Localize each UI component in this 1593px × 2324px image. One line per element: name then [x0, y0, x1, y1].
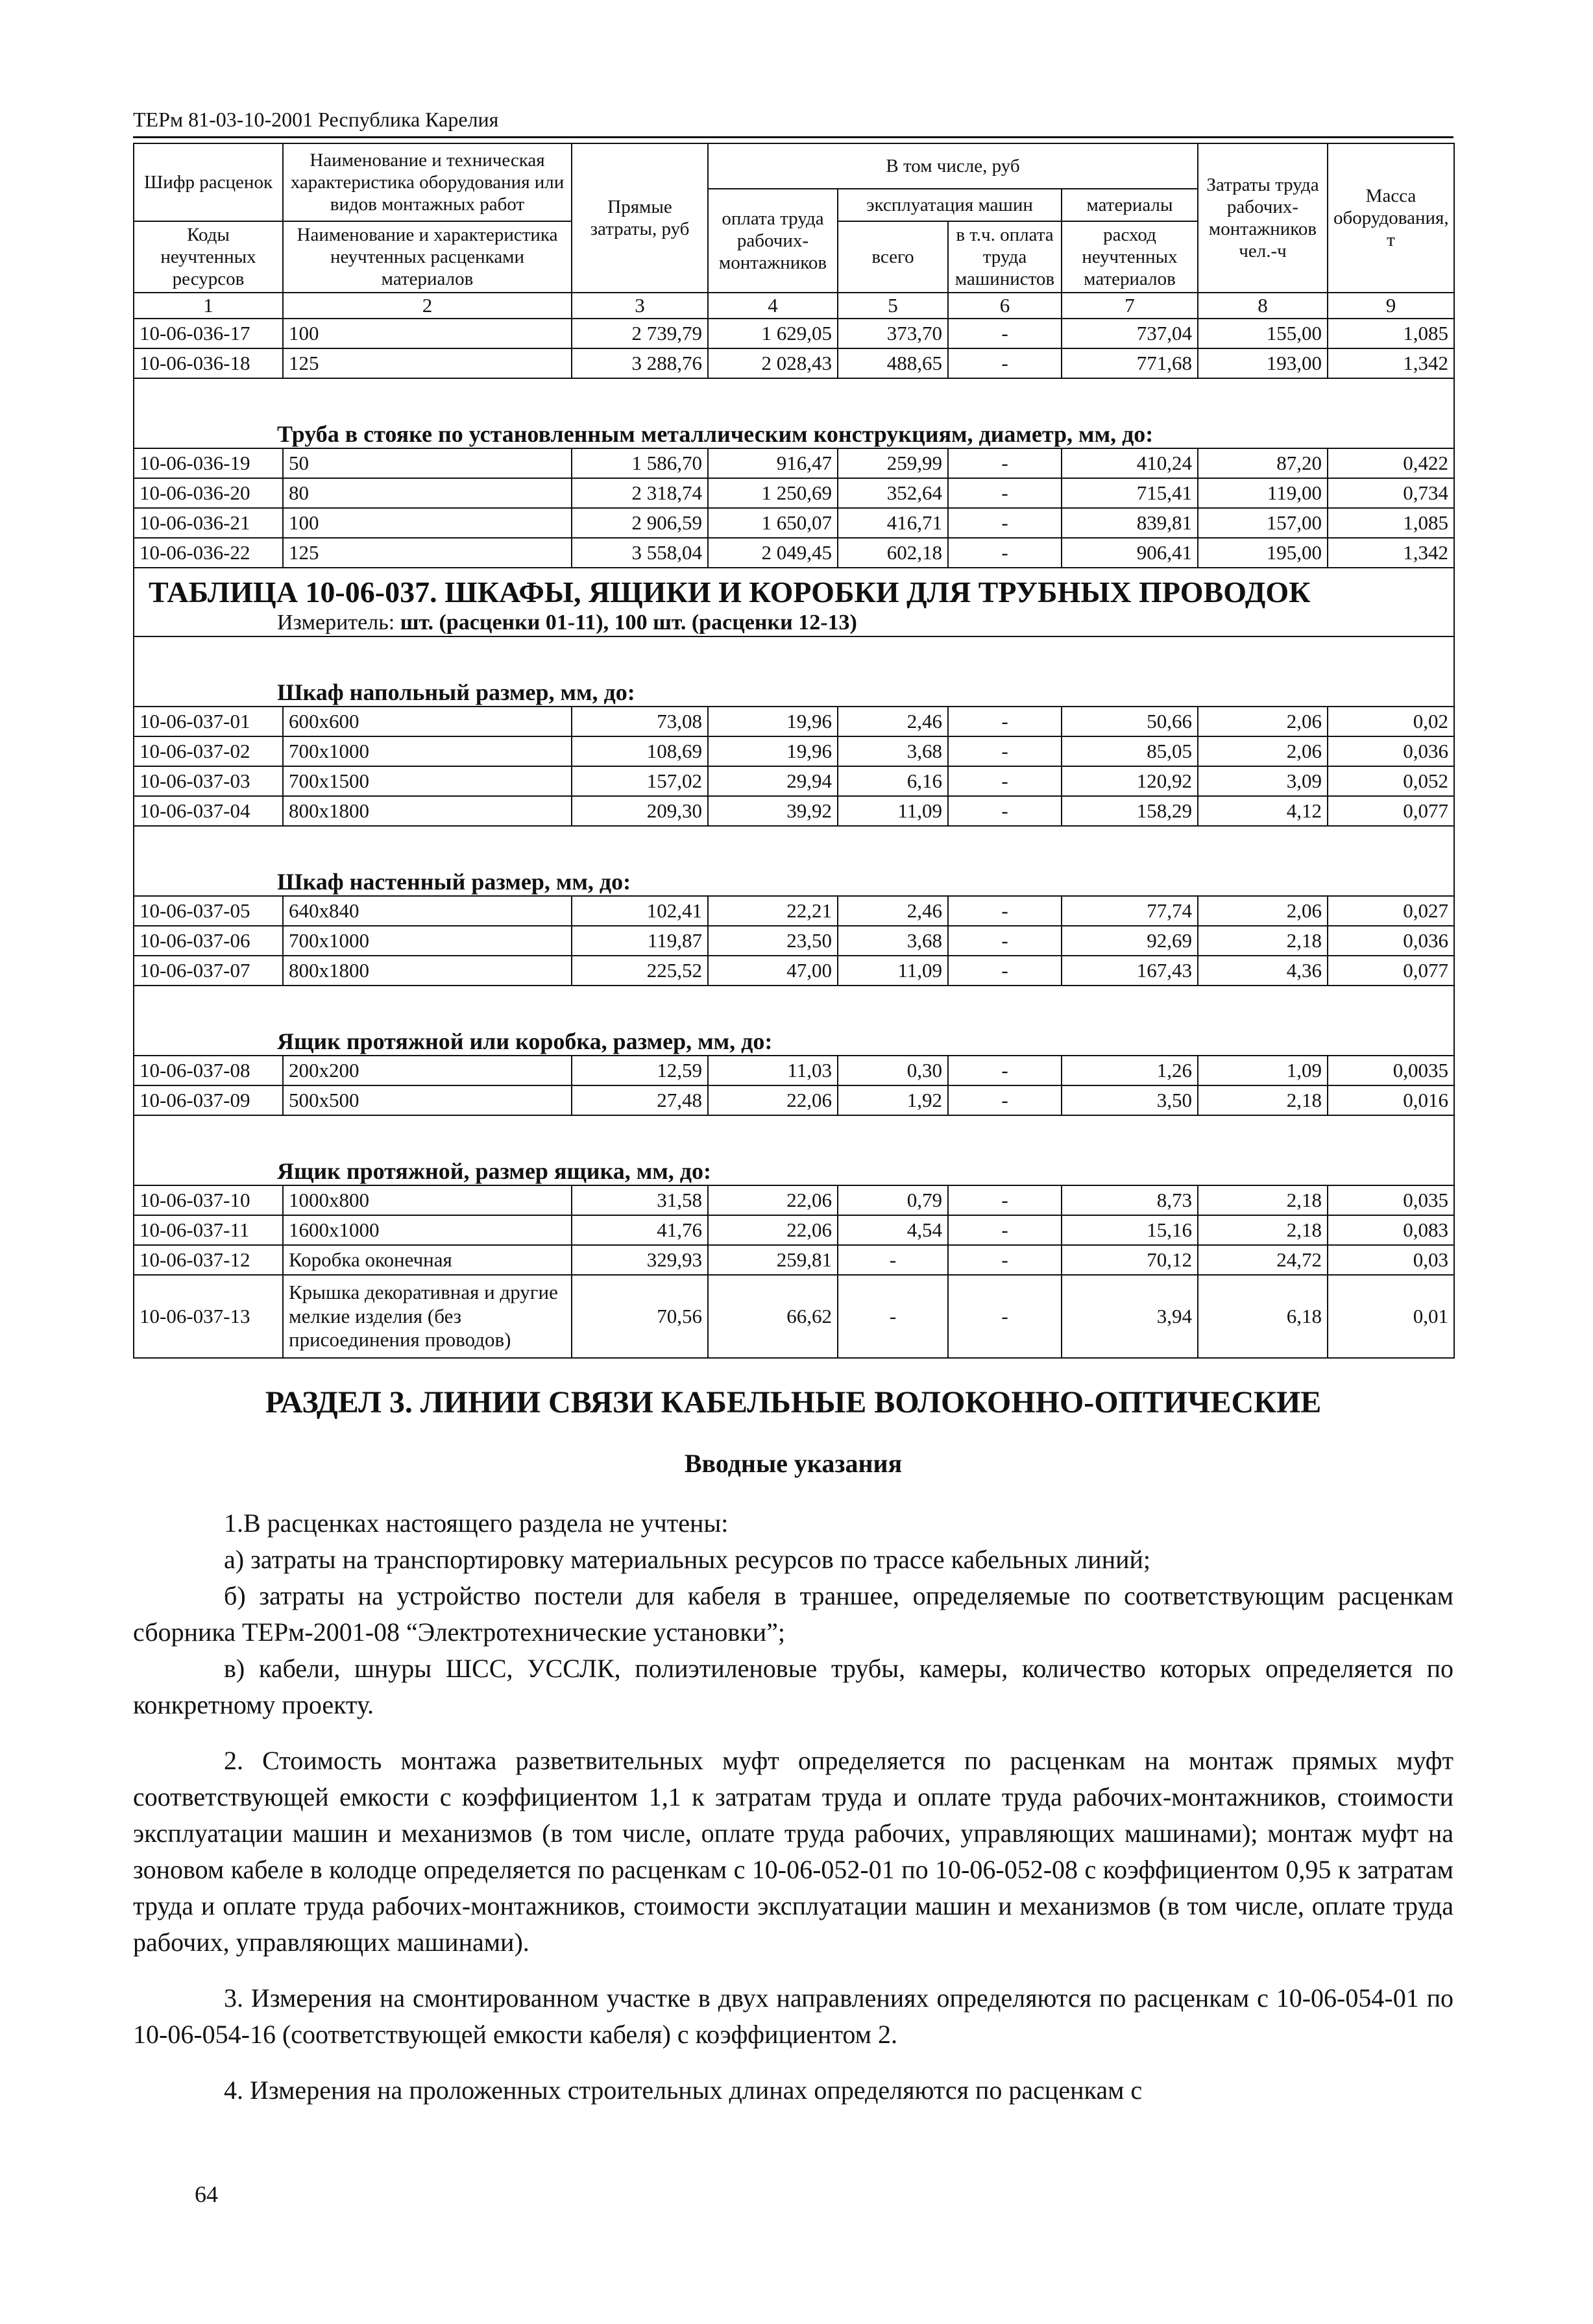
header-name-bottom: Наименование и характеристика неучтенных расценками материалов [283, 221, 572, 293]
direct-costs: 225,52 [572, 956, 708, 986]
labor-pay: 22,06 [708, 1215, 838, 1245]
machine-pay: - [948, 796, 1062, 826]
rate-code: 10-06-037-13 [134, 1275, 283, 1358]
unit-value: шт. (расценки 01-11), 100 шт. (расценки 12-13) [400, 611, 857, 635]
materials: 50,66 [1062, 707, 1198, 736]
labor-costs: 193,00 [1198, 348, 1328, 378]
labor-pay: 66,62 [708, 1275, 838, 1358]
rate-code: 10-06-037-06 [134, 926, 283, 956]
labor-costs: 2,06 [1198, 707, 1328, 736]
materials: 120,92 [1062, 766, 1198, 796]
machine-pay: - [948, 707, 1062, 736]
table-row [134, 1275, 1454, 1358]
machine-total: 373,70 [838, 319, 948, 348]
rate-code: 10-06-036-19 [134, 448, 283, 478]
rate-name: 125 [283, 538, 572, 568]
table-row [134, 348, 1454, 378]
table-row [134, 538, 1454, 568]
table-row [134, 1185, 1454, 1215]
header-direct-costs: Прямые затраты, руб [572, 143, 708, 293]
labor-pay: 22,06 [708, 1185, 838, 1215]
spacer [134, 378, 1454, 414]
labor-costs: 195,00 [1198, 538, 1328, 568]
rate-name: 700x1000 [283, 926, 572, 956]
machine-pay: - [948, 926, 1062, 956]
spacer [134, 636, 1454, 672]
machine-pay: - [948, 1085, 1062, 1115]
spacer [134, 1115, 1454, 1151]
section-heading: Ящик протяжной или коробка, размер, мм, до: [134, 1021, 1454, 1056]
materials: 158,29 [1062, 796, 1198, 826]
machine-total: 2,46 [838, 896, 948, 926]
machine-total: 488,65 [838, 348, 948, 378]
direct-costs: 329,93 [572, 1245, 708, 1275]
machine-total: 0,79 [838, 1185, 948, 1215]
machine-pay: - [948, 319, 1062, 348]
machine-total: - [838, 1275, 948, 1358]
equipment-mass: 0,052 [1328, 766, 1454, 796]
table-row [134, 896, 1454, 926]
machine-total: 1,92 [838, 1085, 948, 1115]
equipment-mass: 0,035 [1328, 1185, 1454, 1215]
direct-costs: 31,58 [572, 1185, 708, 1215]
col-index: 1 [134, 293, 283, 319]
labor-pay: 1 650,07 [708, 508, 838, 538]
machine-pay: - [948, 448, 1062, 478]
col-index: 2 [283, 293, 572, 319]
rate-name: 700x1000 [283, 736, 572, 766]
header-machine-pay: в т.ч. оплата труда машинистов [948, 221, 1062, 293]
header-including: В том числе, руб [708, 143, 1198, 189]
col-index: 6 [948, 293, 1062, 319]
rate-name: 50 [283, 448, 572, 478]
col-index: 5 [838, 293, 948, 319]
machine-pay: - [948, 1215, 1062, 1245]
rate-code: 10-06-037-10 [134, 1185, 283, 1215]
table-row [134, 956, 1454, 986]
equipment-mass: 0,0035 [1328, 1056, 1454, 1085]
machine-total: 0,30 [838, 1056, 948, 1085]
section-heading: Ящик протяжной, размер ящика, мм, до: [134, 1151, 1454, 1185]
paragraph: в) кабели, шнуры ШСС, УССЛК, полиэтиленовые трубы, камеры, количество которых определяется по конкретному проекту. [133, 1654, 1453, 1719]
header-machine-total: всего [838, 221, 948, 293]
page-number: 64 [195, 2181, 218, 2207]
table-row [134, 319, 1454, 348]
machine-pay: - [948, 348, 1062, 378]
labor-pay: 2 049,45 [708, 538, 838, 568]
rate-name: 200x200 [283, 1056, 572, 1085]
col-index: 9 [1328, 293, 1454, 319]
labor-costs: 87,20 [1198, 448, 1328, 478]
labor-costs: 2,18 [1198, 1185, 1328, 1215]
equipment-mass: 1,342 [1328, 538, 1454, 568]
rate-code: 10-06-037-03 [134, 766, 283, 796]
rate-name: 100 [283, 508, 572, 538]
spacer [134, 986, 1454, 1021]
machine-pay: - [948, 538, 1062, 568]
direct-costs: 3 288,76 [572, 348, 708, 378]
header-materials-unaccounted: расход неучтенных материалов [1062, 221, 1198, 293]
rate-code: 10-06-036-21 [134, 508, 283, 538]
rate-name: Коробка оконечная [283, 1245, 572, 1275]
labor-pay: 259,81 [708, 1245, 838, 1275]
table-row [134, 478, 1454, 508]
labor-costs: 1,09 [1198, 1056, 1328, 1085]
rate-code: 10-06-036-22 [134, 538, 283, 568]
labor-costs: 2,06 [1198, 896, 1328, 926]
rate-name: 100 [283, 319, 572, 348]
machine-total: 2,46 [838, 707, 948, 736]
materials: 3,50 [1062, 1085, 1198, 1115]
labor-pay: 22,06 [708, 1085, 838, 1115]
machine-pay: - [948, 1245, 1062, 1275]
direct-costs: 102,41 [572, 896, 708, 926]
col-index: 4 [708, 293, 838, 319]
direct-costs: 108,69 [572, 736, 708, 766]
labor-pay: 22,21 [708, 896, 838, 926]
materials: 8,73 [1062, 1185, 1198, 1215]
machine-total: 11,09 [838, 956, 948, 986]
machine-pay: - [948, 508, 1062, 538]
materials: 92,69 [1062, 926, 1198, 956]
rate-code: 10-06-037-01 [134, 707, 283, 736]
labor-pay: 916,47 [708, 448, 838, 478]
table-row [134, 448, 1454, 478]
direct-costs: 2 906,59 [572, 508, 708, 538]
labor-pay: 39,92 [708, 796, 838, 826]
table-row [134, 1056, 1454, 1085]
paragraph: 4. Измерения на проложенных строительных длинах определяются по расценкам с [224, 2076, 1143, 2105]
table-row [134, 736, 1454, 766]
labor-pay: 23,50 [708, 926, 838, 956]
rate-code: 10-06-037-12 [134, 1245, 283, 1275]
paragraph: б) затраты на устройство постели для кабеля в траншее, определяемые по соответствующим расценкам сборника ТЕРм-2001-08 “Электротехнические установки”; [133, 1581, 1453, 1647]
labor-pay: 2 028,43 [708, 348, 838, 378]
equipment-mass: 0,077 [1328, 956, 1454, 986]
materials: 1,26 [1062, 1056, 1198, 1085]
rate-code: 10-06-036-18 [134, 348, 283, 378]
direct-costs: 70,56 [572, 1275, 708, 1358]
rate-code: 10-06-036-17 [134, 319, 283, 348]
labor-pay: 1 250,69 [708, 478, 838, 508]
table-row [134, 707, 1454, 736]
equipment-mass: 0,027 [1328, 896, 1454, 926]
machine-pay: - [948, 478, 1062, 508]
col-index: 8 [1198, 293, 1328, 319]
labor-costs: 2,18 [1198, 926, 1328, 956]
labor-costs: 6,18 [1198, 1275, 1328, 1358]
machine-total: 6,16 [838, 766, 948, 796]
machine-total: 259,99 [838, 448, 948, 478]
equipment-mass: 0,083 [1328, 1215, 1454, 1245]
machine-total: 602,18 [838, 538, 948, 568]
machine-total: 352,64 [838, 478, 948, 508]
labor-costs: 2,18 [1198, 1085, 1328, 1115]
direct-costs: 2 739,79 [572, 319, 708, 348]
labor-costs: 119,00 [1198, 478, 1328, 508]
materials: 3,94 [1062, 1275, 1198, 1358]
materials: 70,12 [1062, 1245, 1198, 1275]
labor-costs: 4,36 [1198, 956, 1328, 986]
rate-name: 500x500 [283, 1085, 572, 1115]
machine-total: 11,09 [838, 796, 948, 826]
spacer [134, 826, 1454, 862]
table-unit [134, 610, 1454, 636]
equipment-mass: 0,036 [1328, 736, 1454, 766]
machine-pay: - [948, 766, 1062, 796]
materials: 410,24 [1062, 448, 1198, 478]
intro-title: Вводные указания [684, 1449, 903, 1478]
machine-pay: - [948, 956, 1062, 986]
table-title: ТАБЛИЦА 10-06-037. ШКАФЫ, ЯЩИКИ И КОРОБКИ ДЛЯ ТРУБНЫХ ПРОВОДОК [134, 568, 1454, 610]
col-index: 3 [572, 293, 708, 319]
materials: 85,05 [1062, 736, 1198, 766]
machine-total: 3,68 [838, 736, 948, 766]
header-cipher: Шифр расценок [134, 143, 283, 221]
machine-pay: - [948, 896, 1062, 926]
table-row [134, 926, 1454, 956]
direct-costs: 1 586,70 [572, 448, 708, 478]
labor-costs: 24,72 [1198, 1245, 1328, 1275]
rate-name: 80 [283, 478, 572, 508]
equipment-mass: 0,036 [1328, 926, 1454, 956]
machine-total: 4,54 [838, 1215, 948, 1245]
table-row [134, 1245, 1454, 1275]
equipment-mass: 0,01 [1328, 1275, 1454, 1358]
rate-name: 800x1800 [283, 796, 572, 826]
equipment-mass: 1,085 [1328, 319, 1454, 348]
equipment-mass: 0,422 [1328, 448, 1454, 478]
labor-costs: 2,18 [1198, 1215, 1328, 1245]
header-codes: Коды неучтенных ресурсов [134, 221, 283, 293]
rate-code: 10-06-037-02 [134, 736, 283, 766]
header-name-top: Наименование и техническая характеристика оборудования или видов монтажных работ [283, 143, 572, 221]
labor-costs: 155,00 [1198, 319, 1328, 348]
labor-pay: 47,00 [708, 956, 838, 986]
rate-code: 10-06-037-04 [134, 796, 283, 826]
header-equipment-mass: Масса оборудования, т [1328, 143, 1454, 293]
materials: 715,41 [1062, 478, 1198, 508]
running-header: ТЕРм 81-03-10-2001 Республика Карелия [133, 106, 1453, 138]
header-labor-pay: оплата труда рабочих-монтажников [708, 189, 838, 293]
materials: 771,68 [1062, 348, 1198, 378]
rates-table [133, 143, 1455, 1359]
machine-pay: - [948, 1056, 1062, 1085]
table-row [134, 796, 1454, 826]
table-row [134, 1215, 1454, 1245]
direct-costs: 41,76 [572, 1215, 708, 1245]
labor-costs: 2,06 [1198, 736, 1328, 766]
labor-pay: 29,94 [708, 766, 838, 796]
machine-total: 3,68 [838, 926, 948, 956]
materials: 839,81 [1062, 508, 1198, 538]
materials: 15,16 [1062, 1215, 1198, 1245]
machine-total: - [838, 1245, 948, 1275]
machine-pay: - [948, 1185, 1062, 1215]
materials: 167,43 [1062, 956, 1198, 986]
materials: 737,04 [1062, 319, 1198, 348]
labor-pay: 1 629,05 [708, 319, 838, 348]
section-heading: Шкаф напольный размер, мм, до: [134, 672, 1454, 707]
table-row [134, 1085, 1454, 1115]
machine-pay: - [948, 1275, 1062, 1358]
header-machine-operation: эксплуатация машин [838, 189, 1062, 221]
materials: 906,41 [1062, 538, 1198, 568]
direct-costs: 73,08 [572, 707, 708, 736]
direct-costs: 3 558,04 [572, 538, 708, 568]
rate-name: 800x1800 [283, 956, 572, 986]
direct-costs: 12,59 [572, 1056, 708, 1085]
table-row [134, 508, 1454, 538]
labor-costs: 4,12 [1198, 796, 1328, 826]
rate-name: 1000x800 [283, 1185, 572, 1215]
direct-costs: 209,30 [572, 796, 708, 826]
section-heading: Шкаф настенный размер, мм, до: [134, 862, 1454, 896]
unit-label: Измеритель: [277, 611, 395, 635]
equipment-mass: 1,085 [1328, 508, 1454, 538]
equipment-mass: 0,03 [1328, 1245, 1454, 1275]
header-labor-costs: Затраты труда рабочих-монтажников чел.-ч [1198, 143, 1328, 293]
direct-costs: 27,48 [572, 1085, 708, 1115]
equipment-mass: 0,734 [1328, 478, 1454, 508]
materials: 77,74 [1062, 896, 1198, 926]
rate-code: 10-06-037-08 [134, 1056, 283, 1085]
section-heading: Труба в стояке по установленным металлическим конструкциям, диаметр, мм, до: [134, 414, 1454, 448]
labor-costs: 157,00 [1198, 508, 1328, 538]
equipment-mass: 0,02 [1328, 707, 1454, 736]
labor-pay: 11,03 [708, 1056, 838, 1085]
direct-costs: 119,87 [572, 926, 708, 956]
paragraph: 3. Измерения на смонтированном участке в двух направлениях определяются по расценкам с 10-06-054-01 по 10-06-054-16 (соответствующей емкости кабеля) с коэффициентом 2. [133, 1983, 1453, 2049]
direct-costs: 2 318,74 [572, 478, 708, 508]
machine-pay: - [948, 736, 1062, 766]
intro-text [133, 1505, 1453, 2109]
equipment-mass: 0,077 [1328, 796, 1454, 826]
paragraph: 1.В расценках настоящего раздела не учтены: [224, 1508, 729, 1538]
labor-pay: 19,96 [708, 736, 838, 766]
equipment-mass: 1,342 [1328, 348, 1454, 378]
rate-name: 700x1500 [283, 766, 572, 796]
direct-costs: 157,02 [572, 766, 708, 796]
rate-code: 10-06-037-11 [134, 1215, 283, 1245]
rate-code: 10-06-037-05 [134, 896, 283, 926]
machine-total: 416,71 [838, 508, 948, 538]
header-materials: материалы [1062, 189, 1198, 221]
rate-name: 600x600 [283, 707, 572, 736]
rate-code: 10-06-036-20 [134, 478, 283, 508]
section-title: РАЗДЕЛ 3. ЛИНИИ СВЯЗИ КАБЕЛЬНЫЕ ВОЛОКОННО-ОПТИЧЕСКИЕ [265, 1385, 1322, 1420]
rate-name: 640x840 [283, 896, 572, 926]
rate-name: 125 [283, 348, 572, 378]
labor-pay: 19,96 [708, 707, 838, 736]
rate-code: 10-06-037-09 [134, 1085, 283, 1115]
rate-name: 1600x1000 [283, 1215, 572, 1245]
table-row [134, 766, 1454, 796]
equipment-mass: 0,016 [1328, 1085, 1454, 1115]
rate-name: Крышка декоративная и другие мелкие изделия (без присоединения проводов) [283, 1275, 572, 1358]
labor-costs: 3,09 [1198, 766, 1328, 796]
paragraph: а) затраты на транспортировку материальных ресурсов по трассе кабельных линий; [224, 1545, 1151, 1574]
paragraph: 2. Стоимость монтажа разветвительных муфт определяется по расценкам на монтаж прямых муфт соответствующей емкости с коэффициентом 1,1 к затратам труда и оплате труда рабочих-монтажников, стоимости эксплуатации машин и механизмов (в том числе, оплате труда рабочих, управляющих машинами); монтаж муфт на зоновом кабеле в колодце определяется по расценкам с 10-06-052-01 по 10-06-052-08 с коэффициентом 0,95 к затратам труда и оплате труда рабочих-монтажников, стоимости эксплуатации машин и механизмов (в том числе, оплате труда рабочих, управляющих машинами). [133, 1746, 1453, 1957]
rate-code: 10-06-037-07 [134, 956, 283, 986]
col-index: 7 [1062, 293, 1198, 319]
